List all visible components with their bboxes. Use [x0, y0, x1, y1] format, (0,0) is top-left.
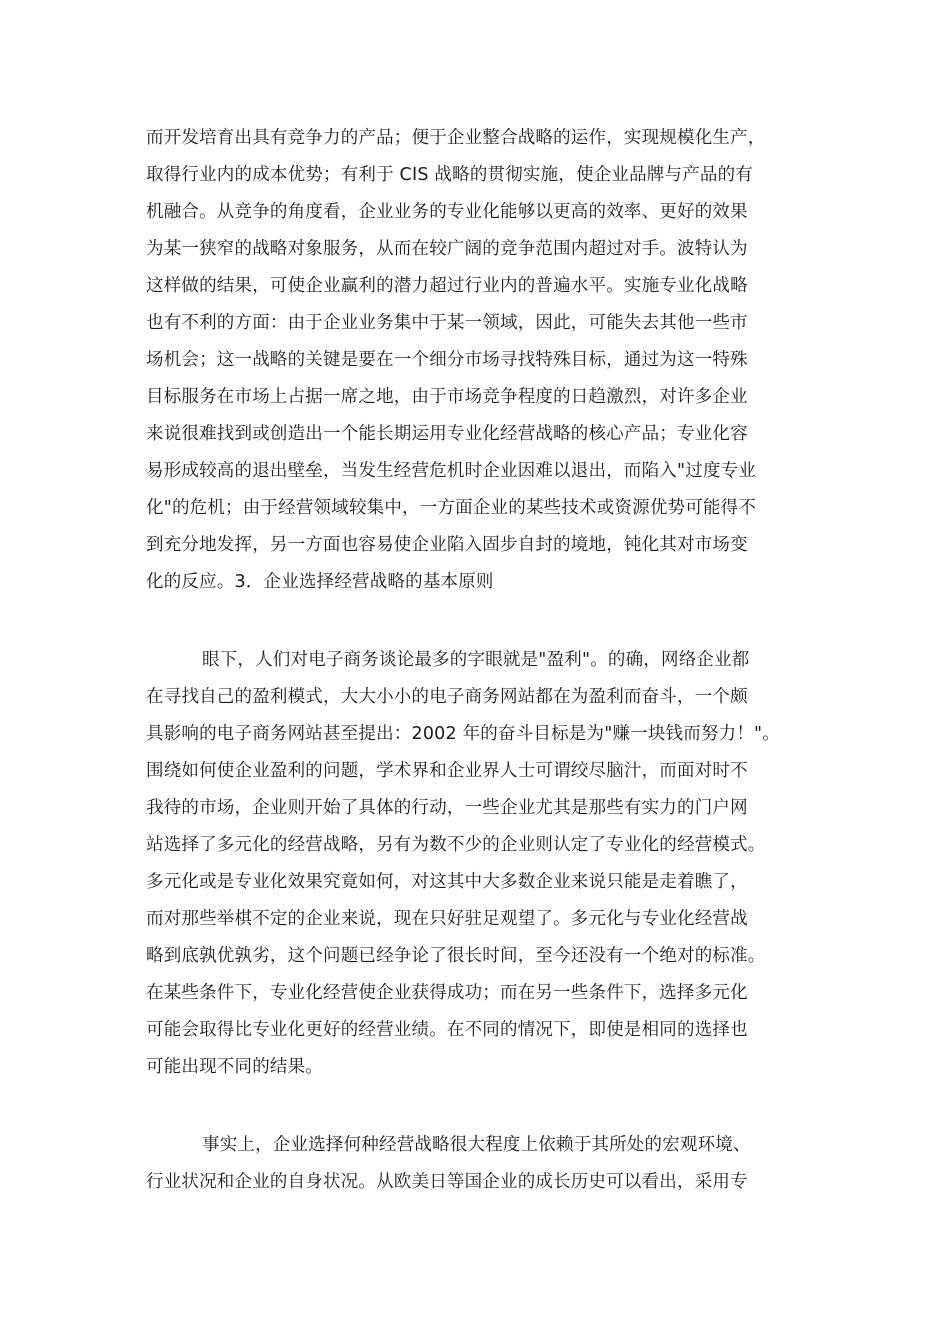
- text-line: 在某些条件下，专业化经营使企业获得成功；而在另一些条件下，选择多元化: [146, 983, 748, 1003]
- text-line: 可能出现不同的结果。: [146, 1057, 323, 1077]
- text-line: 而开发培育出具有竞争力的产品；便于企业整合战略的运作，实现规模化生产，: [146, 128, 766, 148]
- text-line: 也有不利的方面：由于企业业务集中于某一领域，因此，可能失去其他一些市: [146, 313, 748, 333]
- text-line: 化的反应。3．企业选择经营战略的基本原则: [146, 572, 494, 592]
- text-line: 略到底孰优孰劣，这个问题已经争论了很长时间，至今还没有一个绝对的标准。: [146, 946, 766, 966]
- text-line: 目标服务在市场上占据一席之地，由于市场竞争程度的日趋激烈，对许多企业: [146, 387, 748, 407]
- text-line: 行业状况和企业的自身状况。从欧美日等国企业的成长历史可以看出，采用专: [146, 1172, 748, 1192]
- text-line: 这样做的结果，可使企业赢利的潜力超过行业内的普遍水平。实施专业化战略: [146, 276, 748, 296]
- text-line: 具影响的电子商务网站甚至提出：2002 年的奋斗目标是为"赚一块钱而努力！"。: [146, 724, 780, 744]
- text-line: 而对那些举棋不定的企业来说，现在只好驻足观望了。多元化与专业化经营战: [146, 909, 748, 929]
- text-line: 我待的市场，企业则开始了具体的行动，一些企业尤其是那些有实力的门户网: [146, 798, 748, 818]
- text-line: 来说很难找到或创造出一个能长期运用专业化经营战略的核心产品；专业化容: [146, 424, 748, 444]
- text-line: 场机会；这一战略的关键是要在一个细分市场寻找特殊目标，通过为这一特殊: [146, 350, 748, 370]
- text-line: 事实上，企业选择何种经营战略很大程度上依赖于其所处的宏观环境、: [202, 1135, 751, 1155]
- text-line: 到充分地发挥，另一方面也容易使企业陷入固步自封的境地，钝化其对市场变: [146, 535, 748, 555]
- text-line: 可能会取得比专业化更好的经营业绩。在不同的情况下，即使是相同的选择也: [146, 1020, 748, 1040]
- text-line: 机融合。从竞争的角度看，企业业务的专业化能够以更高的效率、更好的效果: [146, 202, 748, 222]
- text-line: 易形成较高的退出壁垒，当发生经营危机时企业因难以退出，而陷入"过度专业: [146, 461, 757, 481]
- text-line: 化"的危机；由于经营领域较集中，一方面企业的某些技术或资源优势可能得不: [146, 498, 757, 518]
- text-line: 在寻找自己的盈利模式，大大小小的电子商务网站都在为盈利而奋斗，一个颇: [146, 687, 748, 707]
- text-line: 围绕如何使企业盈利的问题，学术界和企业界人士可谓绞尽脑汁，而面对时不: [146, 761, 748, 781]
- text-line: 眼下，人们对电子商务谈论最多的字眼就是"盈利"。的确，网络企业都: [202, 650, 750, 670]
- text-line: 站选择了多元化的经营战略，另有为数不少的企业则认定了专业化的经营模式。: [146, 835, 766, 855]
- text-line: 取得行业内的成本优势；有利于 CIS 战略的贯彻实施，使企业品牌与产品的有: [146, 165, 754, 185]
- text-line: 多元化或是专业化效果究竟如何，对这其中大多数企业来说只能是走着瞧了，: [146, 872, 748, 892]
- text-line: 为某一狭窄的战略对象服务，从而在较广阔的竞争范围内超过对手。波特认为: [146, 239, 748, 259]
